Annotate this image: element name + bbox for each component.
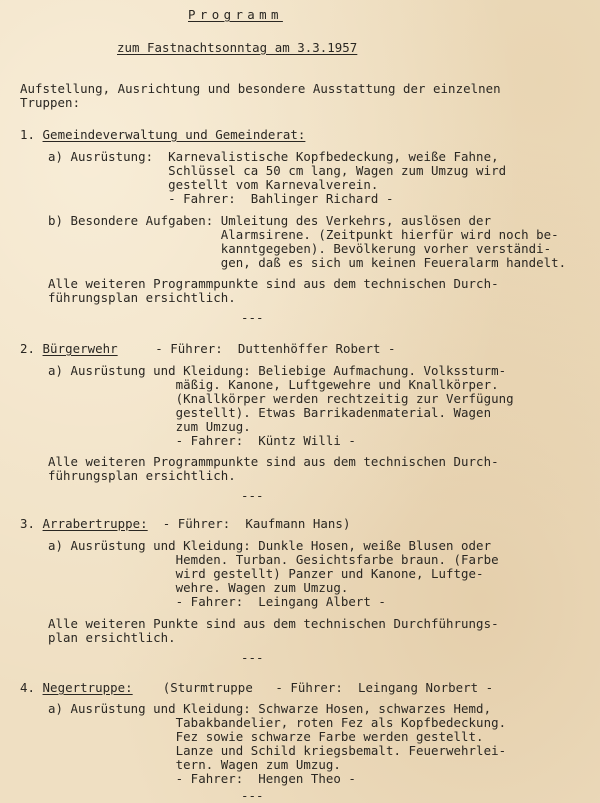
item-line: wird gestellt) Panzer und Kanone, Luftge-: [48, 566, 484, 581]
intro-line: Truppen:: [20, 95, 81, 110]
item-line: zum Umzug.: [48, 419, 251, 434]
item-line: Schlüssel ca 50 cm lang, Wagen zum Umzug wird: [48, 163, 507, 178]
item-line: Tabakbandelier, roten Fez als Kopfbedeckung.: [48, 715, 507, 730]
item-line: gestellt vom Karnevalverein.: [48, 177, 379, 192]
item-line: a) Ausrüstung: Karnevalistische Kopfbedeckung, weiße Fahne,: [48, 149, 499, 164]
item-line: (Knallkörper werden rechtzeitig zur Verfügung: [48, 391, 514, 406]
section-number: 3.: [20, 516, 36, 531]
closing-line: führungsplan ersichtlich.: [48, 468, 236, 483]
item-line: tern. Wagen zum Umzug.: [48, 757, 341, 772]
section-heading: [20, 681, 493, 695]
item-line: Fez sowie schwarze Farbe werden gestellt.: [48, 729, 484, 744]
intro-line: Aufstellung, Ausrichtung und besondere Ausstattung der einzelnen: [20, 81, 501, 96]
item-line: Lanze und Schild kriegsbemalt. Feuerwehrlei-: [48, 743, 507, 758]
section-heading: [20, 342, 396, 356]
item-line: Hemden. Turban. Gesichtsfarbe braun. (Farbe: [48, 552, 499, 567]
closing-line: plan ersichtlich.: [48, 630, 176, 645]
section-separator: ---: [241, 488, 264, 503]
item-line: Alarmsirene. (Zeitpunkt hierfür wird noch be-: [48, 227, 559, 242]
section-number: 4.: [20, 680, 36, 695]
section-separator: ---: [241, 650, 264, 665]
item-line: - Fahrer: Küntz Willi -: [48, 433, 356, 448]
section-heading: [20, 517, 350, 531]
section-leader: (Sturmtruppe - Führer: Leingang Norbert -: [132, 680, 494, 695]
item-line: - Fahrer: Bahlinger Richard -: [48, 191, 394, 206]
section-separator: ---: [241, 788, 264, 803]
section-title: Negertruppe:: [42, 680, 133, 695]
closing-line: Alle weiteren Programmpunkte sind aus dem technischen Durch-: [48, 276, 499, 291]
section-heading: [20, 128, 305, 142]
section-title: Gemeindeverwaltung und Gemeinderat:: [42, 127, 306, 142]
item-line: mäßig. Kanone, Luftgewehre und Knallkörper.: [48, 377, 499, 392]
section-leader: - Führer: Duttenhöffer Robert -: [117, 341, 396, 356]
item-line: wehre. Wagen zum Umzug.: [48, 580, 349, 595]
item-line: a) Ausrüstung und Kleidung: Schwarze Hosen, schwarzes Hemd,: [48, 701, 492, 716]
section-title: Bürgerwehr: [42, 341, 118, 356]
item-line: gestellt). Etwas Barrikadenmaterial. Wagen: [48, 405, 492, 420]
closing-line: Alle weiteren Programmpunkte sind aus dem technischen Durch-: [48, 454, 499, 469]
section-leader: - Führer: Kaufmann Hans): [147, 516, 351, 531]
item-line: - Fahrer: Hengen Theo -: [48, 771, 356, 786]
page-subtitle: zum Fastnachtsonntag am 3.3.1957: [117, 40, 358, 55]
item-line: kanntgegeben). Bevölkerung vorher verständi-: [48, 241, 552, 256]
item-line: - Fahrer: Leingang Albert -: [48, 594, 386, 609]
section-number: 2.: [20, 341, 36, 356]
item-line: b) Besondere Aufgaben: Umleitung des Verkehrs, auslösen der: [48, 213, 492, 228]
item-line: a) Ausrüstung und Kleidung: Beliebige Aufmachung. Volkssturm-: [48, 363, 507, 378]
section-title: Arrabertruppe:: [42, 516, 148, 531]
item-line: gen, daß es sich um keinen Feueralarm handelt.: [48, 255, 567, 270]
closing-line: führungsplan ersichtlich.: [48, 290, 236, 305]
page-title: Programm: [188, 7, 283, 22]
closing-line: Alle weiteren Punkte sind aus dem technischen Durchführungs-: [48, 616, 499, 631]
section-separator: ---: [241, 310, 264, 325]
item-line: a) Ausrüstung und Kleidung: Dunkle Hosen, weiße Blusen oder: [48, 538, 492, 553]
section-number: 1.: [20, 127, 36, 142]
